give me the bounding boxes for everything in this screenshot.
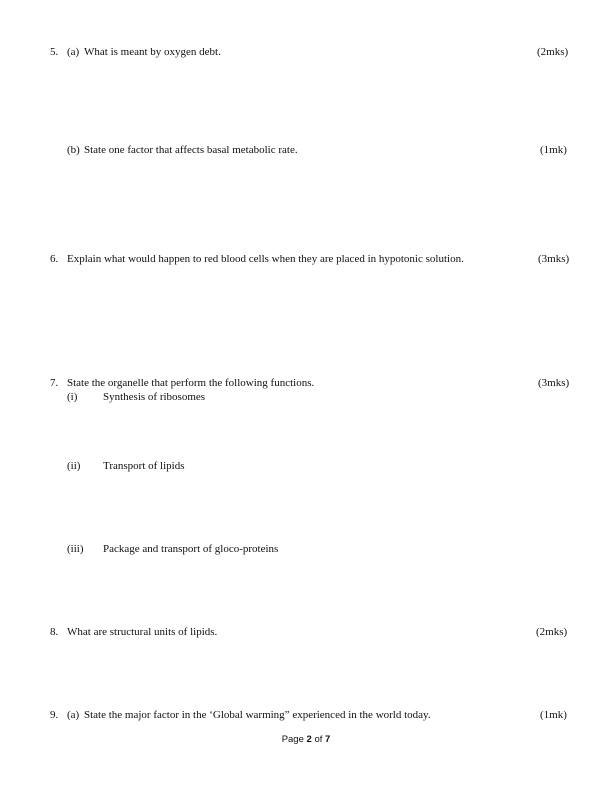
page-current: 2 [306,734,312,745]
item-text: Synthesis of ribosomes [103,391,206,403]
question-text: What are structural units of lipids. [67,626,218,638]
item-label: (ii) [67,460,81,472]
question-part-label: (a) [67,709,80,721]
page-middle: of [311,734,326,745]
question-text: State one factor that affects basal metabolic rate. [84,144,298,156]
item-label: (iii) [67,543,84,555]
item-label: (i) [67,391,78,403]
marks-label: (1mk) [540,144,567,156]
question-number: 7. [50,377,59,389]
marks-label: (2mks) [536,626,568,638]
marks-label: (2mks) [537,46,569,58]
item-text: Package and transport of gloco-proteins [103,543,279,555]
page-total: 7 [325,734,331,745]
question-text: Explain what would happen to red blood cells when they are placed in hypotonic solution. [67,253,464,265]
question-part-label: (b) [67,144,80,156]
marks-label: (3mks) [538,377,570,389]
question-number: 9. [50,709,59,721]
marks-label: (3mks) [538,253,570,265]
question-number: 8. [50,626,59,638]
page-prefix: Page [281,734,307,745]
question-text: State the organelle that perform the following functions. [67,377,315,389]
page-footer [0,734,612,745]
marks-label: (1mk) [540,709,567,721]
question-part-label: (a) [67,46,80,58]
item-text: Transport of lipids [103,460,185,472]
question-text: What is meant by oxygen debt. [84,46,221,58]
question-text: State the major factor in the ‘Global warming” experienced in the world today. [84,709,431,721]
question-number: 5. [50,46,59,58]
question-number: 6. [50,253,59,265]
